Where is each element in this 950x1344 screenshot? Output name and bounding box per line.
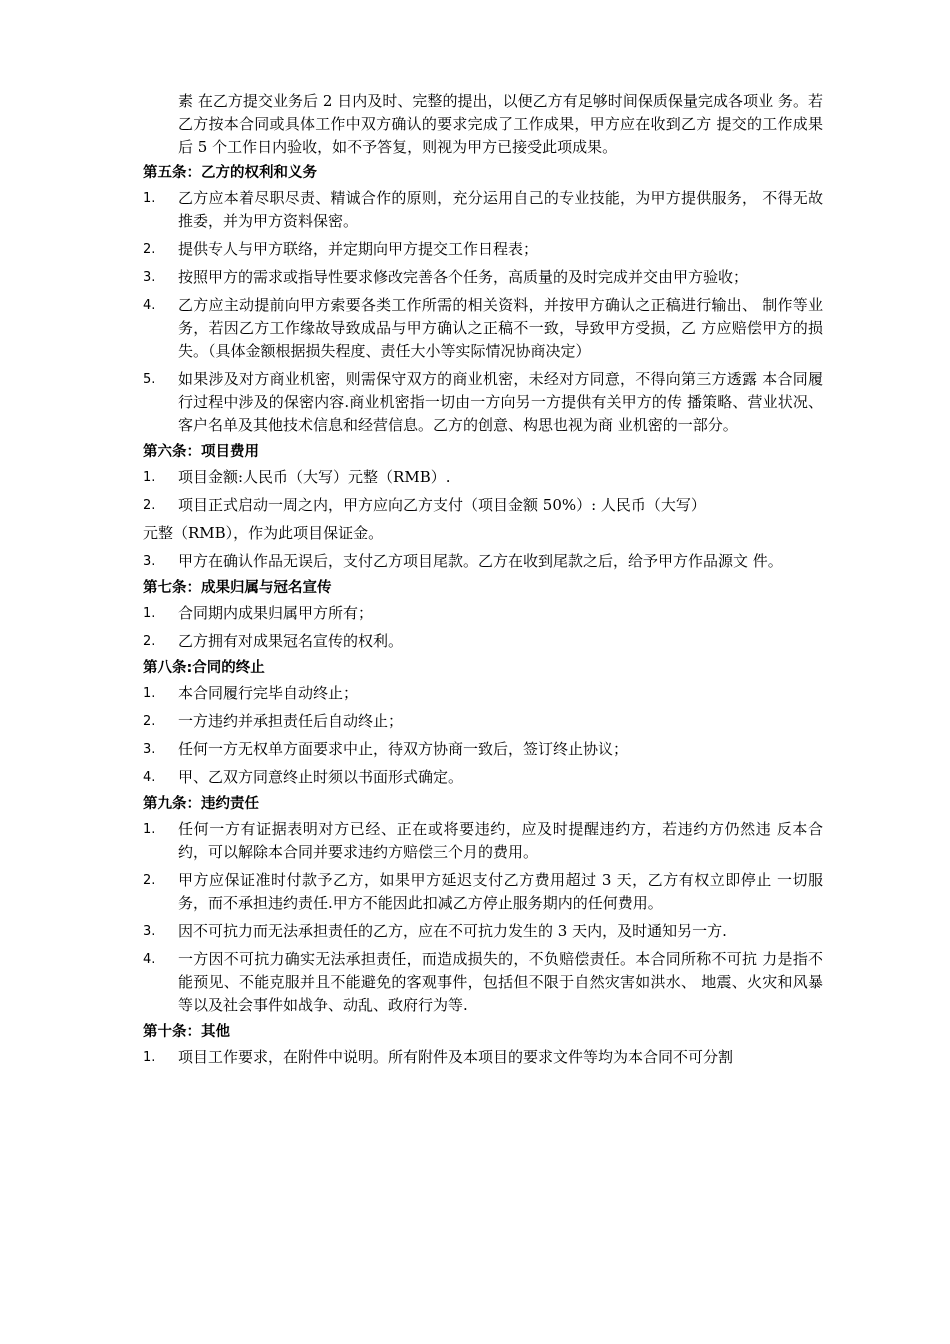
section-6-title: 第六条：项目费用 <box>143 444 259 460</box>
list-text: 项目金额:人民币（大写）元整（RMB）. <box>178 468 451 486</box>
list-number: 3. <box>143 924 156 939</box>
list-text: 如果涉及对方商业机密，则需保守双方的商业机密，未经对方同意，不得向第三方透露 本合同履行过程中涉及的保密内容.商业机密指一切由一方向另一方提供有关甲方的传 播策略、营业状况、客户名单及其他技术信息和经营信息。乙方的创意、构思也视为商 业机密的一部分。 <box>178 370 823 434</box>
list-number: 3. <box>143 554 156 569</box>
list-text: 一方因不可抗力确实无法承担责任，而造成损失的，不负赔偿责任。本合同所称不可抗 力是指不能预见、不能克服并且不能避免的客观事件，包括但不限于自然灾害如洪水、 地震、火灾和风暴等以及社会事件如战争、动乱、政府行为等. <box>178 950 823 1014</box>
list-number: 4. <box>143 770 156 785</box>
section-8-title: 第八条:合同的终止 <box>143 660 265 676</box>
list-text: 甲方在确认作品无误后，支付乙方项目尾款。乙方在收到尾款之后，给予甲方作品源文 件。 <box>178 552 783 570</box>
intro-paragraph: 素 在乙方提交业务后 2 日内及时、完整的提出，以便乙方有足够时间保质保量完成各项业 务。若乙方按本合同或具体工作中双方确认的要求完成了工作成果，甲方应在收到乙方 提交的工作成果后 5 个工作日内验收，如不予答复，则视为甲方已接受此项成果。 <box>178 92 823 156</box>
list-item <box>143 294 823 363</box>
list-item <box>143 266 823 289</box>
list-text: 任何一方无权单方面要求中止，待双方协商一致后，签订终止协议； <box>178 740 629 758</box>
section-7-title: 第七条：成果归属与冠名宣传 <box>143 580 332 596</box>
list-item <box>143 550 823 573</box>
list-item <box>143 602 823 625</box>
list-item <box>143 948 823 1017</box>
list-text: 项目工作要求，在附件中说明。所有附件及本项目的要求文件等均为本合同不可分割 <box>178 1048 734 1066</box>
list-item <box>143 818 823 864</box>
list-text: 合同期内成果归属甲方所有； <box>178 604 374 622</box>
list-item <box>143 187 823 233</box>
list-number: 1. <box>143 470 156 485</box>
list-item <box>143 869 823 915</box>
section-9-title: 第九条：违约责任 <box>143 796 259 812</box>
list-text: 一方违约并承担责任后自动终止； <box>178 712 404 730</box>
section-10-title: 第十条：其他 <box>143 1024 230 1040</box>
list-text: 甲、乙双方同意终止时须以书面形式确定。 <box>178 768 464 786</box>
list-number: 1. <box>143 822 156 837</box>
list-item <box>143 238 823 261</box>
list-number: 3. <box>143 742 156 757</box>
list-text: 因不可抗力而无法承担责任的乙方，应在不可抗力发生的 3 天内，及时通知另一方. <box>178 922 727 940</box>
list-number: 2. <box>143 498 156 513</box>
list-text: 本合同履行完毕自动终止； <box>178 684 359 702</box>
list-item <box>143 1046 823 1069</box>
list-number: 2. <box>143 634 156 649</box>
document-page <box>143 90 823 1074</box>
list-number: 5. <box>143 372 156 387</box>
list-text: 提供专人与甲方联络，并定期向甲方提交工作日程表； <box>178 240 539 258</box>
list-text: 按照甲方的需求或指导性要求修改完善各个任务，高质量的及时完成并交由甲方验收； <box>178 268 749 286</box>
list-text: 甲方应保证准时付款予乙方，如果甲方延迟支付乙方费用超过 3 天，乙方有权立即停止 一切服务，而不承担违约责任.甲方不能因此扣减乙方停止服务期内的任何费用。 <box>178 871 823 912</box>
list-item <box>143 766 823 789</box>
list-item <box>143 710 823 733</box>
list-text: 乙方拥有对成果冠名宣传的权利。 <box>178 632 404 650</box>
list-item <box>143 738 823 761</box>
list-text: 项目正式启动一周之内，甲方应向乙方支付（项目金额 50%）: 人民币（大写） <box>178 496 706 514</box>
list-text: 任何一方有证据表明对方已经、正在或将要违约，应及时提醒违约方，若违约方仍然违 反本合约，可以解除本合同并要求违约方赔偿三个月的费用。 <box>178 820 823 861</box>
list-number: 1. <box>143 686 156 701</box>
list-number: 2. <box>143 873 156 888</box>
list-item <box>143 368 823 437</box>
list-text: 乙方应主动提前向甲方索要各类工作所需的相关资料，并按甲方确认之正稿进行输出、 制作等业务，若因乙方工作缘故导致成品与甲方确认之正稿不一致，导致甲方受损，乙 方应赔偿甲方的损失。（具体金额根据损失程度、责任大小等实际情况协商决定） <box>178 296 823 360</box>
list-number: 1. <box>143 191 156 206</box>
list-number: 1. <box>143 606 156 621</box>
list-number: 3. <box>143 270 156 285</box>
list-number: 2. <box>143 242 156 257</box>
list-number: 2. <box>143 714 156 729</box>
list-item <box>143 682 823 705</box>
list-item <box>143 630 823 653</box>
list-item <box>143 494 823 517</box>
section-5-title: 第五条：乙方的权利和义务 <box>143 165 317 181</box>
list-number: 4. <box>143 298 156 313</box>
list-continuation: 元整（RMB），作为此项目保证金。 <box>143 524 384 542</box>
list-item <box>143 920 823 943</box>
list-text: 乙方应本着尽职尽责、精诚合作的原则，充分运用自己的专业技能，为甲方提供服务， 不得无故推委，并为甲方资料保密。 <box>178 189 823 230</box>
list-number: 4. <box>143 952 156 967</box>
list-item <box>143 466 823 489</box>
list-number: 1. <box>143 1050 156 1065</box>
